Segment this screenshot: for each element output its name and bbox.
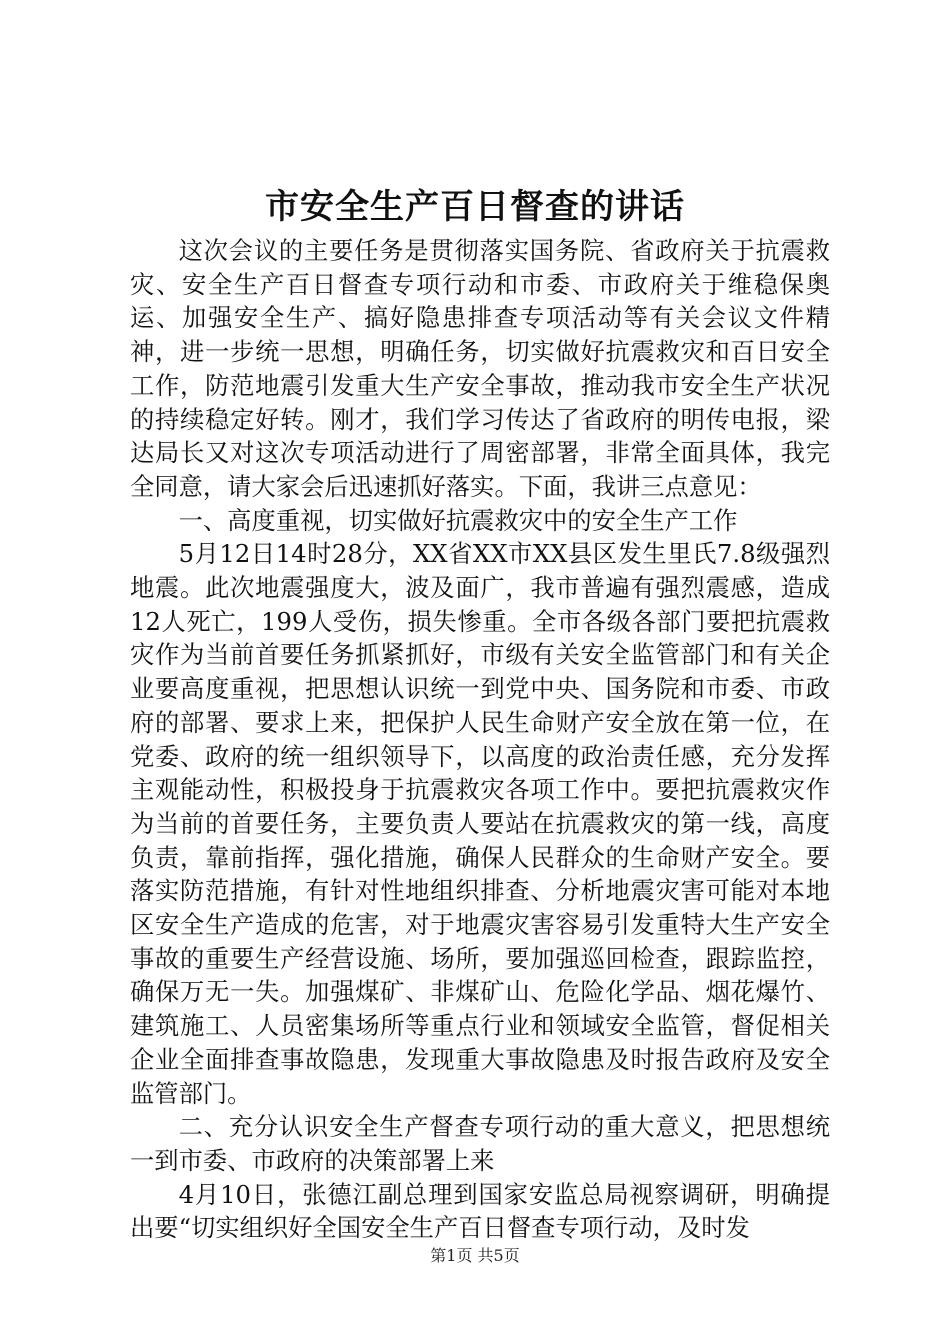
section-heading-2: 二、充分认识安全生产督查专项行动的重大意义，把思想统一到市委、市政府的决策部署上来 (130, 1112, 830, 1175)
page-number-footer: 第1页 共5页 (430, 1246, 520, 1265)
document-body (130, 234, 830, 1245)
paragraph-section-2: 4月10日，张德江副总理到国家安监总局视察调研，明确提出要“切实组织好全国安全生产百日督查专项行动，及时发 (130, 1179, 830, 1243)
paragraph-section-1: 5月12日14时28分，XX省XX市XX县区发生里氏7.8级强烈地震。此次地震强度大，波及面广，我市普遍有强烈震感，造成12人死亡，199人受伤，损失惨重。全市各级各部门要把抗震救灾作为当前首要任务抓紧抓好，市级有关安全监管部门和有关企业要高度重视，把思想认识统一到党中央、国务院和市委、市政府的部署、要求上来，把保护人民生命财产安全放在第一位，在党委、政府的统一组织领导下，以高度的政治责任感，充分发挥主观能动性，积极投身于抗震救灾各项工作中。要把抗震救灾作为当前的首要任务，主要负责人要站在抗震救灾的第一线，高度负责，靠前指挥，强化措施，确保人民群众的生命财产安全。要落实防范措施，有针对性地组织排查、分析地震灾害可能对本地区安全生产造成的危害，对于地震灾害容易引发重特大生产安全事故的重要生产经营设施、场所，要加强巡回检查，跟踪监控，确保万无一失。加强煤矿、非煤矿山、危险化学品、烟花爆竹、建筑施工、人员密集场所等重点行业和领域安全监管，督促相关企业全面排查事故隐患，发现重大事故隐患及时报告政府及安全监管部门。 (130, 539, 830, 1108)
document-title: 市安全生产百日督查的讲话 (265, 187, 685, 227)
paragraph-intro: 这次会议的主要任务是贯彻落实国务院、省政府关于抗震救灾、安全生产百日督查专项行动和市委、市政府关于维稳保奥运、加强安全生产、搞好隐患排查专项活动等有关会议文件精神，进一步统一思想，明确任务，切实做好抗震救灾和百日安全工作，防范地震引发重大生产安全事故，推动我市安全生产状况的持续稳定好转。刚才，我们学习传达了省政府的明传电报，梁达局长又对这次专项活动进行了周密部署，非常全面具体，我完全同意，请大家会后迅速抓好落实。下面，我讲三点意见： (130, 236, 830, 501)
section-heading-1: 一、高度重视，切实做好抗震救灾中的安全生产工作 (178, 505, 738, 535)
